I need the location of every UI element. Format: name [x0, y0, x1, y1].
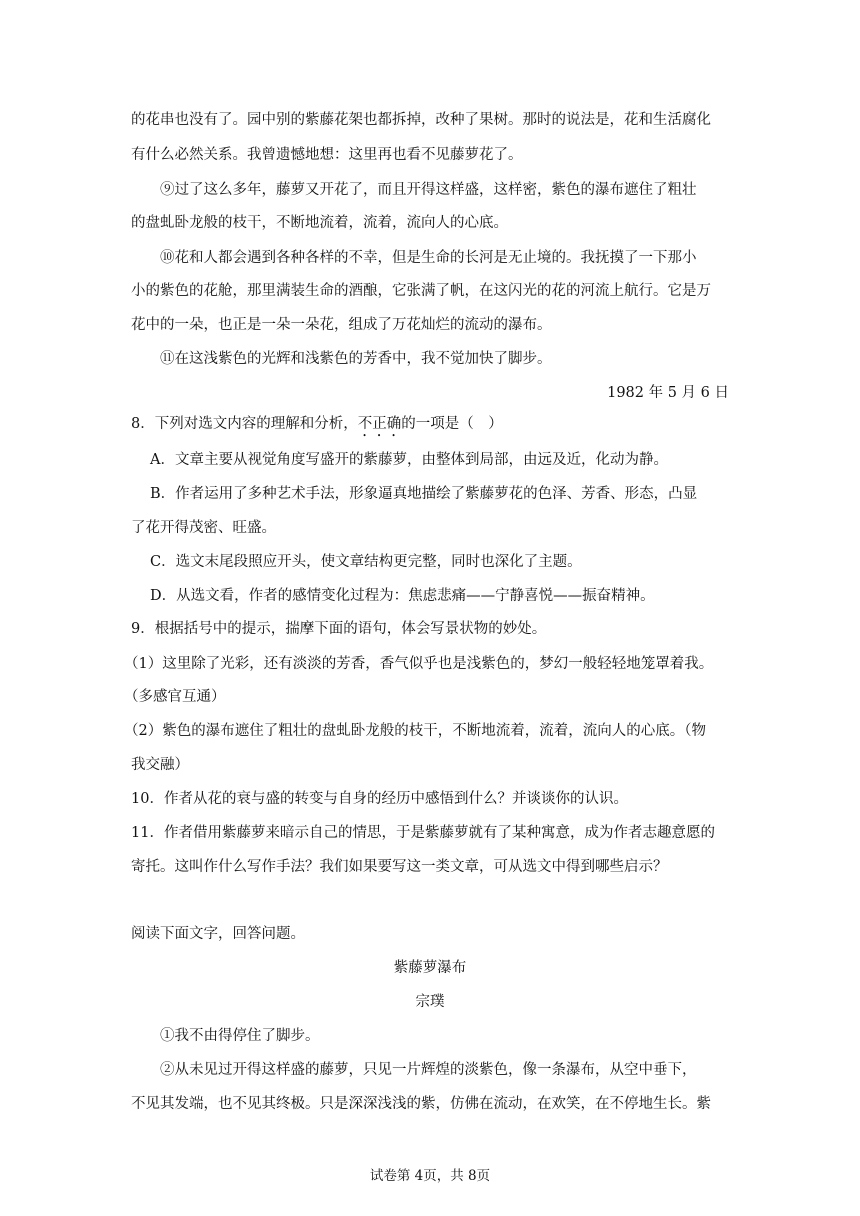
question-10: 10．作者从花的衰与盛的转变与自身的经历中感悟到什么？并谈谈你的认识。 — [131, 791, 628, 807]
paragraph-10-line: 花中的一朵，也正是一朵一朵花，组成了万花灿烂的流动的瀑布。 — [131, 317, 552, 333]
question-9-item-1-hint: （多感官互通） — [124, 689, 226, 705]
question-8-emphasis: 不正确 — [357, 416, 402, 432]
option-b-continued: 了花开得茂密、旺盛。 — [131, 520, 276, 536]
paragraph-9-line: ⑨过了这么多年，藤萝又开花了，而且开得这样盛，这样密，紫色的瀑布遮住了粗壮 — [160, 182, 697, 198]
question-11-line: 11．作者借用紫藤萝来暗示自己的情思，于是紫藤萝就有了某种寓意，成为作者志趣意愿的 — [131, 825, 715, 841]
paragraph-2-line: ②从未见过开得这样盛的藤萝，只见一片辉煌的淡紫色，像一条瀑布，从空中垂下， — [160, 1062, 697, 1078]
option-b: B．作者运用了多种艺术手法，形象逼真地描绘了紫藤萝花的色泽、芳香、形态，凸显 — [150, 486, 698, 502]
paragraph-11-line: ⑪在这浅紫色的光辉和浅紫色的芳香中，我不觉加快了脚步。 — [160, 351, 552, 367]
paragraph-1: ①我不由得停住了脚步。 — [160, 1028, 320, 1044]
question-8-prefix: 8．下列对选文内容的理解和分析， — [131, 416, 358, 432]
passage-author: 宗璞 — [415, 994, 445, 1010]
reading-instruction: 阅读下面文字，回答问题。 — [131, 926, 305, 942]
paragraph-2-line: 不见其发端，也不见其终极。只是深深浅浅的紫，仿佛在流动，在欢笑，在不停地生长。紫 — [131, 1096, 711, 1112]
question-9-stem: 9．根据括号中的提示，揣摩下面的语句，体会写景状物的妙处。 — [131, 621, 547, 637]
paragraph-10-line: ⑩花和人都会遇到各种各样的不幸，但是生命的长河是无止境的。我抚摸了一下那小 — [160, 250, 697, 266]
option-a: A．文章主要从视觉角度写盛开的紫藤萝，由整体到局部，由远及近，化动为静。 — [150, 452, 668, 468]
paragraph-10-line: 小的紫色的花舱，那里满装生命的酒酿，它张满了帆，在这闪光的花的河流上航行。它是万 — [131, 283, 711, 299]
passage-title: 紫藤萝瀑布 — [393, 960, 467, 976]
question-9-item-2-hint: 我交融） — [131, 757, 189, 773]
option-c: C．选文末尾段照应开头，使文章结构更完整，同时也深化了主题。 — [150, 554, 582, 570]
question-9-item-2: （2）紫色的瀑布遮住了粗壮的盘虬卧龙般的枝干，不断地流着，流着，流向人的心底。（物 — [124, 723, 706, 739]
passage-line: 有什么必然关系。我曾遗憾地想：这里再也看不见藤萝花了。 — [131, 147, 523, 163]
passage-line: 的花串也没有了。园中别的紫藤花架也都拆掉，改种了果树。那时的说法是，花和生活腐化 — [131, 112, 711, 128]
question-9-item-1: （1）这里除了光彩，还有淡淡的芳香，香气似乎也是浅紫色的，梦幻一般轻轻地笼罩着我。 — [124, 656, 714, 672]
question-11-line: 寄托。这叫作什么写作手法？我们如果要写这一类文章，可从选文中得到哪些启示？ — [131, 859, 668, 875]
question-8-suffix: 的一项是（ ） — [401, 416, 503, 432]
page-footer: 试卷第 4页，共 8页 — [369, 1168, 491, 1184]
passage-date: 1982 年 5 月 6 日 — [607, 385, 729, 401]
paragraph-9-line: 的盘虬卧龙般的枝干，不断地流着，流着，流向人的心底。 — [131, 215, 508, 231]
option-d: D．从选文看，作者的感情变化过程为：焦虑悲痛——宁静喜悦——振奋精神。 — [150, 588, 655, 604]
question-8-stem — [0, 414, 860, 440]
